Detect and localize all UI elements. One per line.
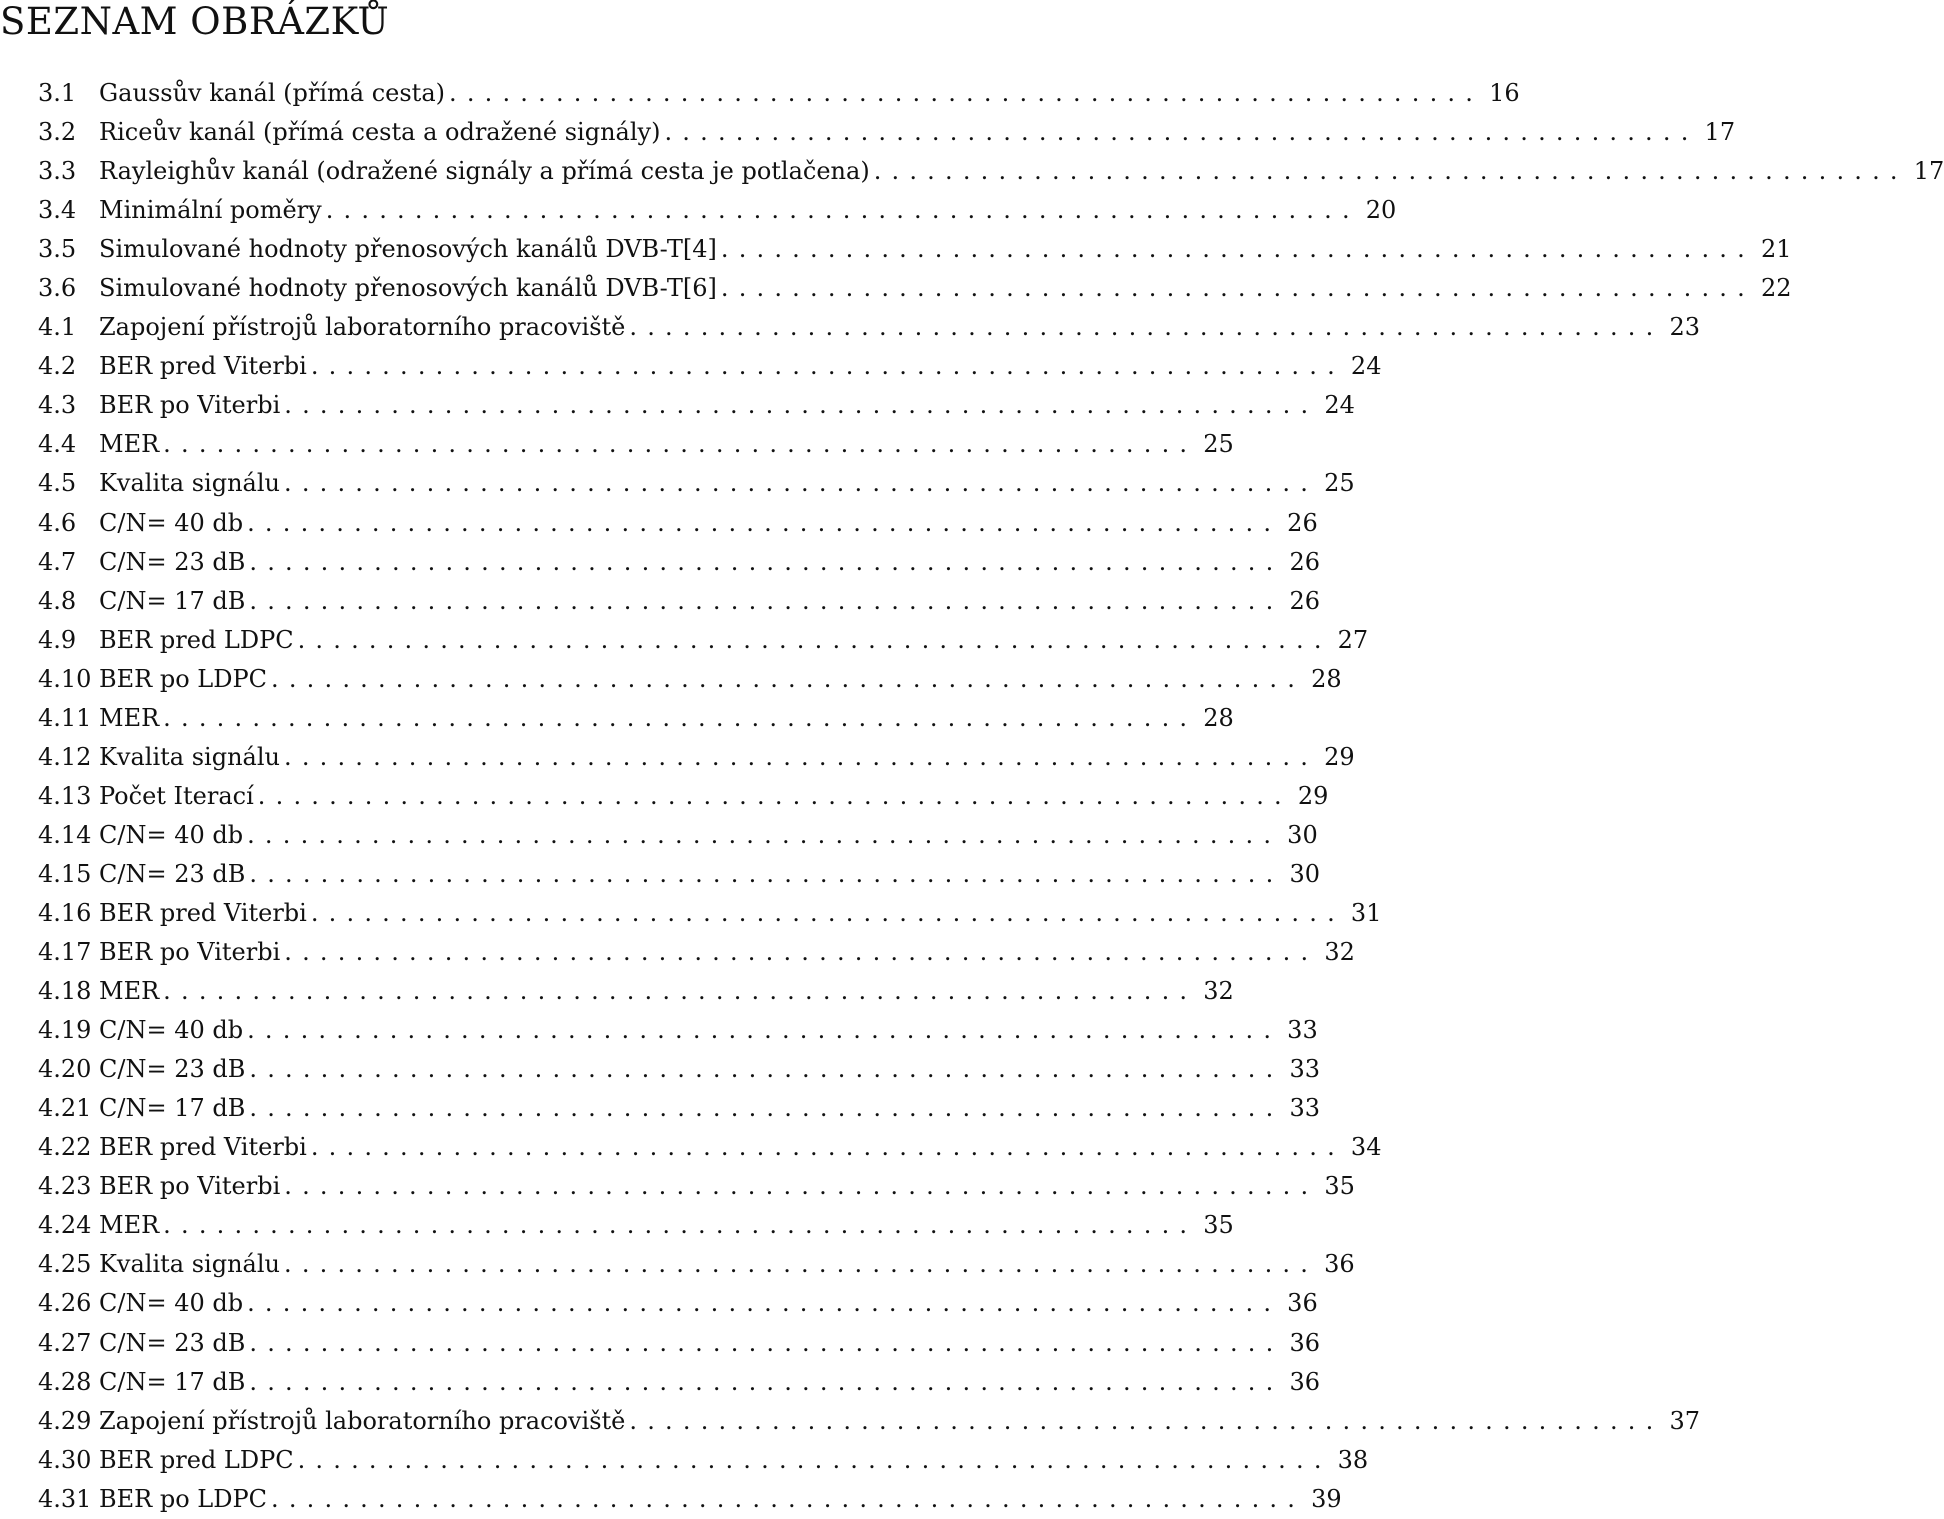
figure-title: BER po LDPC — [99, 660, 271, 699]
figure-number: 4.18 — [38, 977, 92, 1006]
dot-leader: .......................................................... — [297, 1445, 1332, 1474]
toc-entry[interactable] — [38, 230, 1792, 269]
page-number: 38 — [1337, 1445, 1369, 1474]
page-number: 22 — [1760, 274, 1792, 303]
toc-entry[interactable] — [38, 504, 1318, 543]
toc-entry[interactable] — [38, 425, 1234, 464]
figure-title: C/N= 23 dB — [99, 1324, 249, 1363]
figure-title: BER pred Viterbi — [99, 1128, 311, 1167]
toc-entry[interactable] — [38, 1167, 1355, 1206]
page-number: 32 — [1324, 938, 1355, 967]
figure-number: 4.2 — [38, 352, 77, 381]
dot-leader: .......................................................... — [283, 469, 1319, 498]
figure-title: C/N= 17 dB — [99, 1363, 249, 1402]
toc-entry[interactable] — [38, 308, 1700, 347]
dot-leader: .......................................................... — [629, 313, 1664, 342]
page-number: 30 — [1289, 859, 1320, 888]
dot-leader: .......................................................... — [249, 1328, 1284, 1357]
page-number: 27 — [1337, 625, 1369, 654]
figure-number: 4.10 — [38, 664, 92, 693]
toc-entry[interactable] — [38, 113, 1736, 152]
page-number: 33 — [1287, 1016, 1318, 1045]
figure-number: 3.5 — [38, 235, 77, 264]
page-number: 35 — [1203, 1211, 1234, 1240]
figure-number: 4.28 — [38, 1367, 92, 1396]
page-number: 26 — [1287, 508, 1318, 537]
figure-title: MER — [99, 972, 163, 1011]
page-number: 33 — [1289, 1055, 1320, 1084]
dot-leader: .......................................................... — [163, 430, 1198, 459]
dot-leader: .......................................................... — [249, 1367, 1284, 1396]
toc-entry[interactable] — [38, 816, 1318, 855]
dot-leader: .......................................................... — [284, 1172, 1319, 1201]
dot-leader: .......................................................... — [284, 391, 1319, 420]
dot-leader: .......................................................... — [257, 781, 1292, 810]
figure-number: 4.3 — [38, 391, 77, 420]
dot-leader: .......................................................... — [163, 703, 1198, 732]
figure-number: 3.4 — [38, 196, 77, 225]
dot-leader: .......................................................... — [247, 1016, 1282, 1045]
figure-title: MER — [99, 699, 163, 738]
figure-title: C/N= 17 dB — [99, 582, 249, 621]
figure-number: 4.12 — [38, 742, 92, 771]
dot-leader: .......................................................... — [249, 1094, 1284, 1123]
page-number: 29 — [1324, 742, 1355, 771]
figure-number: 4.8 — [38, 586, 77, 615]
page-number: 20 — [1365, 196, 1397, 225]
page-number: 33 — [1289, 1094, 1320, 1123]
dot-leader: .......................................................... — [249, 547, 1284, 576]
figure-number: 4.22 — [38, 1133, 92, 1162]
dot-leader: .......................................................... — [247, 820, 1282, 849]
figure-title: Kvalita signálu — [99, 464, 284, 503]
page-number: 32 — [1203, 977, 1234, 1006]
figure-title: Simulované hodnoty přenosových kanálů DVB-T[6] — [99, 269, 721, 308]
figure-number: 4.31 — [38, 1484, 92, 1513]
toc-entry[interactable] — [38, 1050, 1320, 1089]
dot-leader: .......................................................... — [283, 1250, 1319, 1279]
figure-number: 4.1 — [38, 313, 77, 342]
figure-title: BER po Viterbi — [99, 1167, 284, 1206]
figure-number: 4.29 — [38, 1406, 92, 1435]
toc-entry[interactable] — [38, 933, 1355, 972]
page-number: 16 — [1489, 79, 1520, 107]
toc-entry[interactable] — [38, 1245, 1355, 1284]
figure-title: Zapojení přístrojů laboratorního pracoviště — [99, 1402, 629, 1441]
page-number: 17 — [1913, 157, 1944, 186]
figure-number: 3.2 — [38, 118, 77, 147]
figure-number: 4.7 — [38, 547, 77, 576]
figure-title: BER pred Viterbi — [99, 347, 311, 386]
toc-entry[interactable] — [38, 582, 1320, 621]
toc-entry[interactable] — [38, 972, 1234, 1011]
dot-leader: .......................................................... — [720, 235, 1755, 264]
dot-leader: .......................................................... — [629, 1406, 1664, 1435]
page-number: 21 — [1760, 235, 1792, 264]
figure-title: C/N= 40 db — [99, 504, 247, 543]
toc-entry[interactable] — [38, 543, 1320, 582]
figure-title: Kvalita signálu — [99, 738, 284, 777]
figure-number: 3.3 — [38, 157, 77, 186]
toc-entry[interactable] — [38, 855, 1320, 894]
toc-entry[interactable] — [38, 191, 1397, 230]
figure-title: Kvalita signálu — [99, 1245, 284, 1284]
page-number: 39 — [1311, 1484, 1342, 1513]
figure-number: 4.21 — [38, 1094, 92, 1123]
list-of-figures — [38, 74, 1944, 1519]
figure-title: C/N= 40 db — [99, 1284, 247, 1323]
page-number: 24 — [1350, 352, 1382, 381]
page-number: 17 — [1704, 118, 1736, 147]
figure-title: C/N= 23 dB — [99, 543, 249, 582]
toc-entry[interactable] — [38, 660, 1342, 699]
figure-title: BER pred Viterbi — [99, 894, 311, 933]
figure-number: 4.13 — [38, 781, 92, 810]
dot-leader: .......................................................... — [310, 352, 1345, 381]
figure-title: Rayleighův kanál (odražené signály a přímá cesta je potlačena) — [99, 152, 874, 191]
dot-leader: .......................................................... — [297, 625, 1332, 654]
figure-title: C/N= 40 db — [99, 1011, 247, 1050]
figure-title: Zapojení přístrojů laboratorního pracoviště — [99, 308, 629, 347]
page-number: 36 — [1289, 1367, 1320, 1396]
toc-entry[interactable] — [38, 1324, 1320, 1363]
page-number: 26 — [1289, 586, 1320, 615]
page-number: 29 — [1297, 781, 1329, 810]
toc-entry[interactable] — [38, 152, 1944, 191]
figure-number: 4.30 — [38, 1445, 92, 1474]
figure-number: 4.26 — [38, 1289, 92, 1318]
page-number: 25 — [1203, 430, 1234, 459]
figure-title: C/N= 23 dB — [99, 1050, 249, 1089]
toc-entry[interactable] — [38, 777, 1329, 816]
page-number: 28 — [1311, 664, 1342, 693]
dot-leader: .......................................................... — [271, 664, 1306, 693]
toc-entry[interactable] — [38, 621, 1369, 660]
figure-title: C/N= 17 dB — [99, 1089, 249, 1128]
dot-leader: .......................................................... — [163, 1211, 1198, 1240]
dot-leader: .......................................................... — [664, 118, 1699, 147]
figure-number: 4.6 — [38, 508, 77, 537]
figure-number: 4.27 — [38, 1328, 92, 1357]
figure-number: 4.15 — [38, 859, 92, 888]
toc-entry[interactable] — [38, 1363, 1320, 1402]
figure-title: MER — [99, 1206, 163, 1245]
dot-leader: .......................................................... — [271, 1484, 1306, 1513]
page-number: 37 — [1669, 1406, 1700, 1435]
figure-number: 4.5 — [38, 469, 77, 498]
toc-entry[interactable] — [38, 347, 1382, 386]
dot-leader: .......................................................... — [310, 1133, 1345, 1162]
toc-entry[interactable] — [38, 386, 1355, 425]
dot-leader: .......................................................... — [448, 79, 1484, 107]
figure-title: BER po Viterbi — [99, 386, 284, 425]
page-number: 30 — [1287, 820, 1318, 849]
figure-number: 4.9 — [38, 625, 77, 654]
figure-title: BER pred LDPC — [99, 1441, 298, 1480]
toc-entry[interactable] — [38, 1284, 1318, 1323]
figure-number: 3.6 — [38, 274, 77, 303]
figure-title: Gaussův kanál (přímá cesta) — [99, 74, 449, 113]
figure-number: 4.17 — [38, 938, 92, 967]
toc-entry[interactable] — [38, 1011, 1318, 1050]
toc-entry[interactable] — [38, 269, 1792, 308]
figure-title: Simulované hodnoty přenosových kanálů DVB-T[4] — [99, 230, 721, 269]
page-number: 34 — [1350, 1133, 1382, 1162]
page-number: 25 — [1324, 469, 1355, 498]
dot-leader: .......................................................... — [247, 508, 1282, 537]
figure-number: 4.11 — [38, 703, 92, 732]
dot-leader: .......................................................... — [873, 157, 1908, 186]
figure-number: 3.1 — [38, 79, 77, 107]
page-title: SEZNAM OBRÁZKŮ — [0, 0, 390, 43]
page-number: 36 — [1324, 1250, 1355, 1279]
figure-title: Riceův kanál (přímá cesta a odražené signály) — [99, 113, 664, 152]
figure-title: BER po LDPC — [99, 1480, 271, 1519]
dot-leader: .......................................................... — [249, 1055, 1284, 1084]
figure-title: C/N= 40 db — [99, 816, 247, 855]
dot-leader: .......................................................... — [163, 977, 1198, 1006]
dot-leader: .......................................................... — [249, 586, 1284, 615]
figure-number: 4.20 — [38, 1055, 92, 1084]
figure-title: BER po Viterbi — [99, 933, 284, 972]
toc-entry[interactable] — [38, 1402, 1700, 1441]
page-number: 28 — [1203, 703, 1234, 732]
figure-number: 4.24 — [38, 1211, 92, 1240]
toc-entry[interactable] — [38, 74, 1520, 113]
figure-title: MER — [99, 425, 163, 464]
toc-entry[interactable] — [38, 1128, 1382, 1167]
page-number: 36 — [1289, 1328, 1320, 1357]
page-number: 31 — [1350, 898, 1382, 927]
dot-leader: .......................................................... — [249, 859, 1284, 888]
dot-leader: .......................................................... — [247, 1289, 1282, 1318]
dot-leader: .......................................................... — [325, 196, 1360, 225]
page-number: 23 — [1669, 313, 1700, 342]
toc-entry[interactable] — [38, 894, 1382, 933]
toc-entry[interactable] — [38, 1089, 1320, 1128]
dot-leader: .......................................................... — [720, 274, 1755, 303]
toc-entry[interactable] — [38, 1441, 1369, 1480]
figure-number: 4.25 — [38, 1250, 92, 1279]
dot-leader: .......................................................... — [310, 898, 1345, 927]
figure-number: 4.14 — [38, 820, 92, 849]
figure-title: BER pred LDPC — [99, 621, 298, 660]
toc-entry[interactable] — [38, 1480, 1342, 1519]
dot-leader: .......................................................... — [283, 742, 1319, 771]
page-number: 24 — [1324, 391, 1355, 420]
figure-number: 4.16 — [38, 898, 92, 927]
figure-title: C/N= 23 dB — [99, 855, 249, 894]
page-number: 36 — [1287, 1289, 1318, 1318]
page-number: 26 — [1289, 547, 1320, 576]
toc-entry[interactable] — [38, 1206, 1234, 1245]
toc-entry[interactable] — [38, 699, 1234, 738]
figure-number: 4.4 — [38, 430, 77, 459]
figure-number: 4.23 — [38, 1172, 92, 1201]
page-number: 35 — [1324, 1172, 1355, 1201]
figure-number: 4.19 — [38, 1016, 92, 1045]
dot-leader: .......................................................... — [284, 938, 1319, 967]
figure-title: Počet Iterací — [99, 777, 258, 816]
toc-entry[interactable] — [38, 738, 1355, 777]
toc-entry[interactable] — [38, 464, 1355, 503]
figure-title: Minimální poměry — [99, 191, 326, 230]
